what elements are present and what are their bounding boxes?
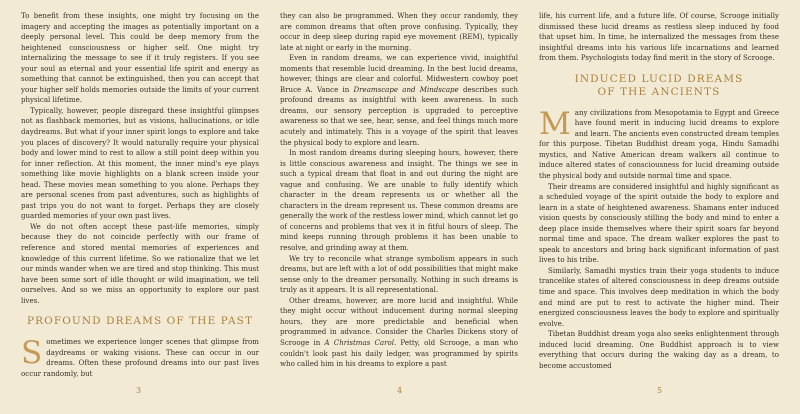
paragraph: Tibetan Buddhist dream yoga also seeks enlightenment through induced lucid dreaming. One Buddhist approach is to view everything that occurs during the waking day as a dream, to become accustomed: [539, 329, 779, 370]
paragraph-text: Petty, old Scrooge, a man who couldn't look past his daily ledger, was programmed by spirits who called him in his dreams to explore a past: [280, 337, 518, 369]
drop-cap: M: [539, 105, 571, 142]
paragraph-text: any civilizations from Mesopotamia to Egypt and Greece have found merit in inducing lucid dreams to explore and learn. The ancients even constructed dream temples for this purpose. Tibetan Buddhist dream yoga, Hindu Samadhi mystics, and Native American dream walkers all continue to induce altered states of consciousness for lucid dreaming outside the physical body and outside normal time and space.: [539, 107, 779, 181]
paragraph: Similarly, Samadhi mystics train their yoga students to induce trancelike states of altered consciousness in deep dreams outside time and space. This involves deep meditation in which the body and mind are put to rest to activate the higher mind. Their energized consciousness leaves the body to explore and spiritually evolve.: [539, 265, 779, 328]
paragraph: We try to reconcile what strange symbolism appears in such dreams, but are left with a lot of odd possibilities that might make sense only to the dreamer personally. Nothing in such dreams is truly as it appears. It is all representational.: [280, 253, 518, 295]
paragraph-text: Other dreams, however, are more lucid and insightful. While they might occur without inducement during normal sleeping hours, they are more predictable and beneficial when programmed in advance. Consider the Charles Dickens story of Scrooge in: [280, 295, 518, 347]
paragraph: In most random dreams during sleeping hours, however, there is little conscious awareness and insight. The things we see in such a typical dream that float in and out during the night are vague and confusing. We are unable to fully identify which character in the dream represents us or whether all the characters in the dream represent us. These common dreams are generally the work of the restless lower mind, which cannot let go of concerns and problems that vex it in fitful hours of sleep. The mind keeps running through problems it has been unable to resolve, and grinding away at them.: [280, 148, 518, 253]
page-number: 3: [136, 386, 142, 395]
paragraph: [280, 296, 518, 370]
page-3-column: [21, 11, 259, 396]
page-4-column: [280, 11, 518, 396]
page-5-column: [539, 11, 779, 396]
paragraph: We do not often accept these past-life memories, simply because they do not coincide perfectly with our frame of reference and stored mental memories of experiences and knowledge of this current lifetime. So we rationalize that we let our minds wander when we are tired and stop thinking. This must have been some sort of idle thought or wild imagination, we tell ourselves. And so we miss an opportunity to explore our past lives.: [21, 221, 259, 305]
paragraph-text: ometimes we experience longer scenes that glimpse from daydreams or waking visions. These can occur in our dreams. Often these profound dreams into our past lives occur randomly, but: [21, 337, 259, 378]
paragraph-with-dropcap: [21, 337, 259, 379]
drop-cap: S: [21, 335, 43, 372]
paragraph: they can also be programmed. When they occur randomly, they are common dreams that often prove confusing. Typically, they occur in deep sleep during rapid eye movement (REM), typically late at night or early in the morning.: [280, 11, 518, 52]
paragraph-with-dropcap: [539, 105, 779, 182]
paragraph: Their dreams are considered insightful and highly significant as a scheduled voyage of the spirit outside the body to explore and learn in a state of heightened awareness. Shamans enter induced vision quests by consciously stilling the body and mind to enter a deep place inside themselves where their spirit soars far beyond normal time and space. The dream walker explores the past to speak to ancestors and bring back significant information of past lives to his tribe.: [539, 181, 779, 265]
page-number: 4: [397, 386, 403, 395]
book-title: A Christmas Carol.: [324, 337, 397, 347]
paragraph: life, his current life, and a future life. Of course, Scrooge initially dismissed these lucid dreams as restless sleep induced by food that upset him. In time, he internalized the messages from these insightful dreams into his various life incarnations and learned from them. Psychologists today find merit in the story of Scrooge.: [539, 11, 779, 63]
book-title: Dreamscape and Mindscape: [353, 84, 459, 94]
paragraph: [280, 53, 518, 148]
section-heading: PROFOUND DREAMS OF THE PAST: [26, 315, 254, 328]
paragraph: To benefit from these insights, one might try focusing on the imagery and accepting the images as potentially important on a deeply personal level. This could be deep memory from the heightened consciousness or higher self. One might try internalizing the message to see if it truly registers. If you see your soul as eternal and your essential life spirit and energy as something that cannot be extinguished, then you can accept that your higher self holds memories outside the limits of your current physical lifetime.: [21, 11, 259, 105]
section-heading: [539, 73, 779, 99]
heading-line: INDUCED LUCID DREAMS: [574, 72, 744, 85]
paragraph-text: Even in random dreams, we can experience vivid, insightful moments that resemble lucid dreaming. In the best lucid dreams, however, things are clear and colorful. Midwestern cowboy poet Bruce A. Vance in: [280, 53, 518, 94]
heading-line: OF THE ANCIENTS: [597, 85, 721, 98]
page-number: 5: [657, 386, 663, 395]
paragraph-text: describes such profound dreams as insightful with keen awareness. In such dreams, our sensory perception is upgraded to perceptive awareness so that we see, hear, sense, and feel things much more acutely and intimately. This is a voyage of the spirit that leaves the physical body to explore and learn.: [280, 84, 518, 147]
paragraph: Typically, however, people disregard these insightful glimpses not as flashback memories, but as visions, hallucinations, or idle daydreams. But what if your inner spirit longs to explore and take you places of discovery? It would naturally require your physical body and lower mind to rest to allow a still point deep within you for inner reflection. At this moment, the inner mind's eye plays something like movie highlights on a blank screen inside your head. These movies mean something to you alone. Perhaps they are personal scenes from past adventures, such as highlights of past trips you do not want to forget. Perhaps they are closely guarded memories of your own past lives.: [21, 105, 259, 221]
